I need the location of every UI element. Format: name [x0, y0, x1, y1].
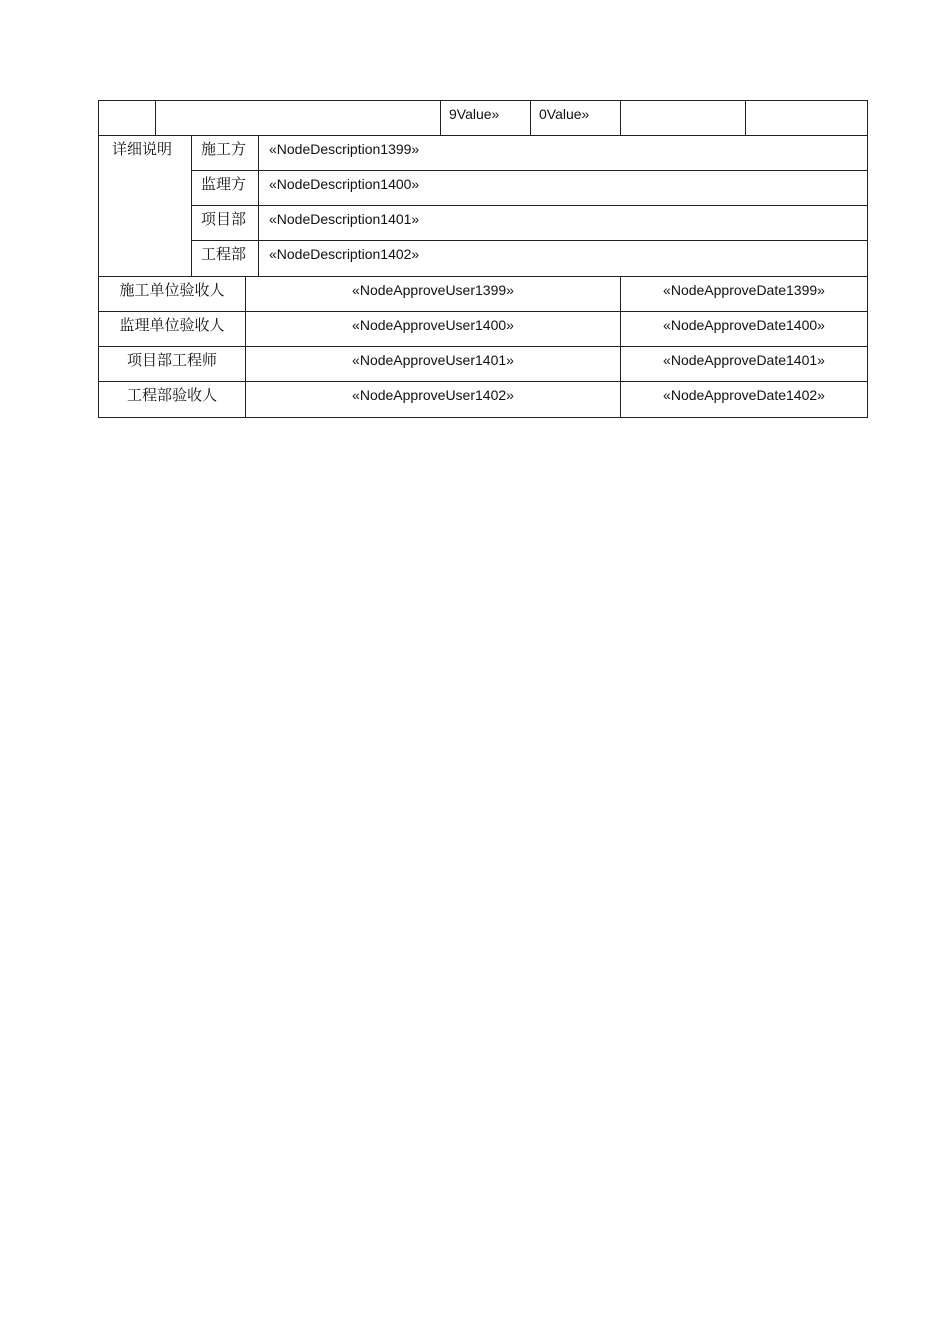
description-value: «NodeDescription1399»	[269, 141, 420, 157]
description-value-cell	[258, 240, 868, 277]
top-cell-3	[440, 100, 531, 136]
top-cell-4	[530, 100, 621, 136]
description-value-cell	[258, 170, 868, 206]
approval-date-cell	[620, 346, 868, 382]
approval-user: «NodeApproveUser1402»	[352, 387, 514, 403]
approval-user: «NodeApproveUser1399»	[352, 282, 514, 298]
approval-role-cell	[98, 311, 246, 347]
description-party-label: 施工方	[201, 140, 247, 158]
description-value-cell	[258, 135, 868, 171]
description-label-cell	[98, 135, 192, 277]
approval-user-cell	[245, 276, 621, 312]
top-cell-2	[155, 100, 441, 136]
approval-user: «NodeApproveUser1400»	[352, 317, 514, 333]
approval-role: 施工单位验收人	[119, 281, 225, 299]
top-cell-3-text: 9Value»	[449, 106, 500, 122]
approval-user: «NodeApproveUser1401»	[352, 352, 514, 368]
description-value-cell	[258, 205, 868, 241]
approval-role: 监理单位验收人	[119, 316, 225, 334]
top-cell-4-text: 0Value»	[539, 106, 590, 122]
description-party-label: 项目部	[201, 210, 247, 228]
approval-user-cell	[245, 311, 621, 347]
description-party-label: 监理方	[201, 175, 247, 193]
top-cell-1	[98, 100, 156, 136]
top-cell-5	[620, 100, 746, 136]
approval-role-cell	[98, 346, 246, 382]
approval-date: «NodeApproveDate1400»	[663, 317, 825, 333]
approval-date: «NodeApproveDate1399»	[663, 282, 825, 298]
approval-date-cell	[620, 381, 868, 418]
approval-role: 工程部验收人	[126, 386, 217, 404]
description-party-cell	[191, 135, 259, 171]
approval-role-cell	[98, 276, 246, 312]
description-party-label: 工程部	[201, 245, 247, 263]
description-value: «NodeDescription1400»	[269, 176, 420, 192]
description-party-cell	[191, 205, 259, 241]
description-party-cell	[191, 240, 259, 277]
approval-role: 项目部工程师	[126, 351, 217, 369]
approval-user-cell	[245, 346, 621, 382]
approval-date: «NodeApproveDate1402»	[663, 387, 825, 403]
approval-date-cell	[620, 276, 868, 312]
description-party-cell	[191, 170, 259, 206]
description-value: «NodeDescription1402»	[269, 246, 420, 262]
description-label: 详细说明	[112, 140, 173, 158]
approval-user-cell	[245, 381, 621, 418]
description-value: «NodeDescription1401»	[269, 211, 420, 227]
top-cell-6	[745, 100, 868, 136]
approval-role-cell	[98, 381, 246, 418]
approval-date: «NodeApproveDate1401»	[663, 352, 825, 368]
approval-date-cell	[620, 311, 868, 347]
